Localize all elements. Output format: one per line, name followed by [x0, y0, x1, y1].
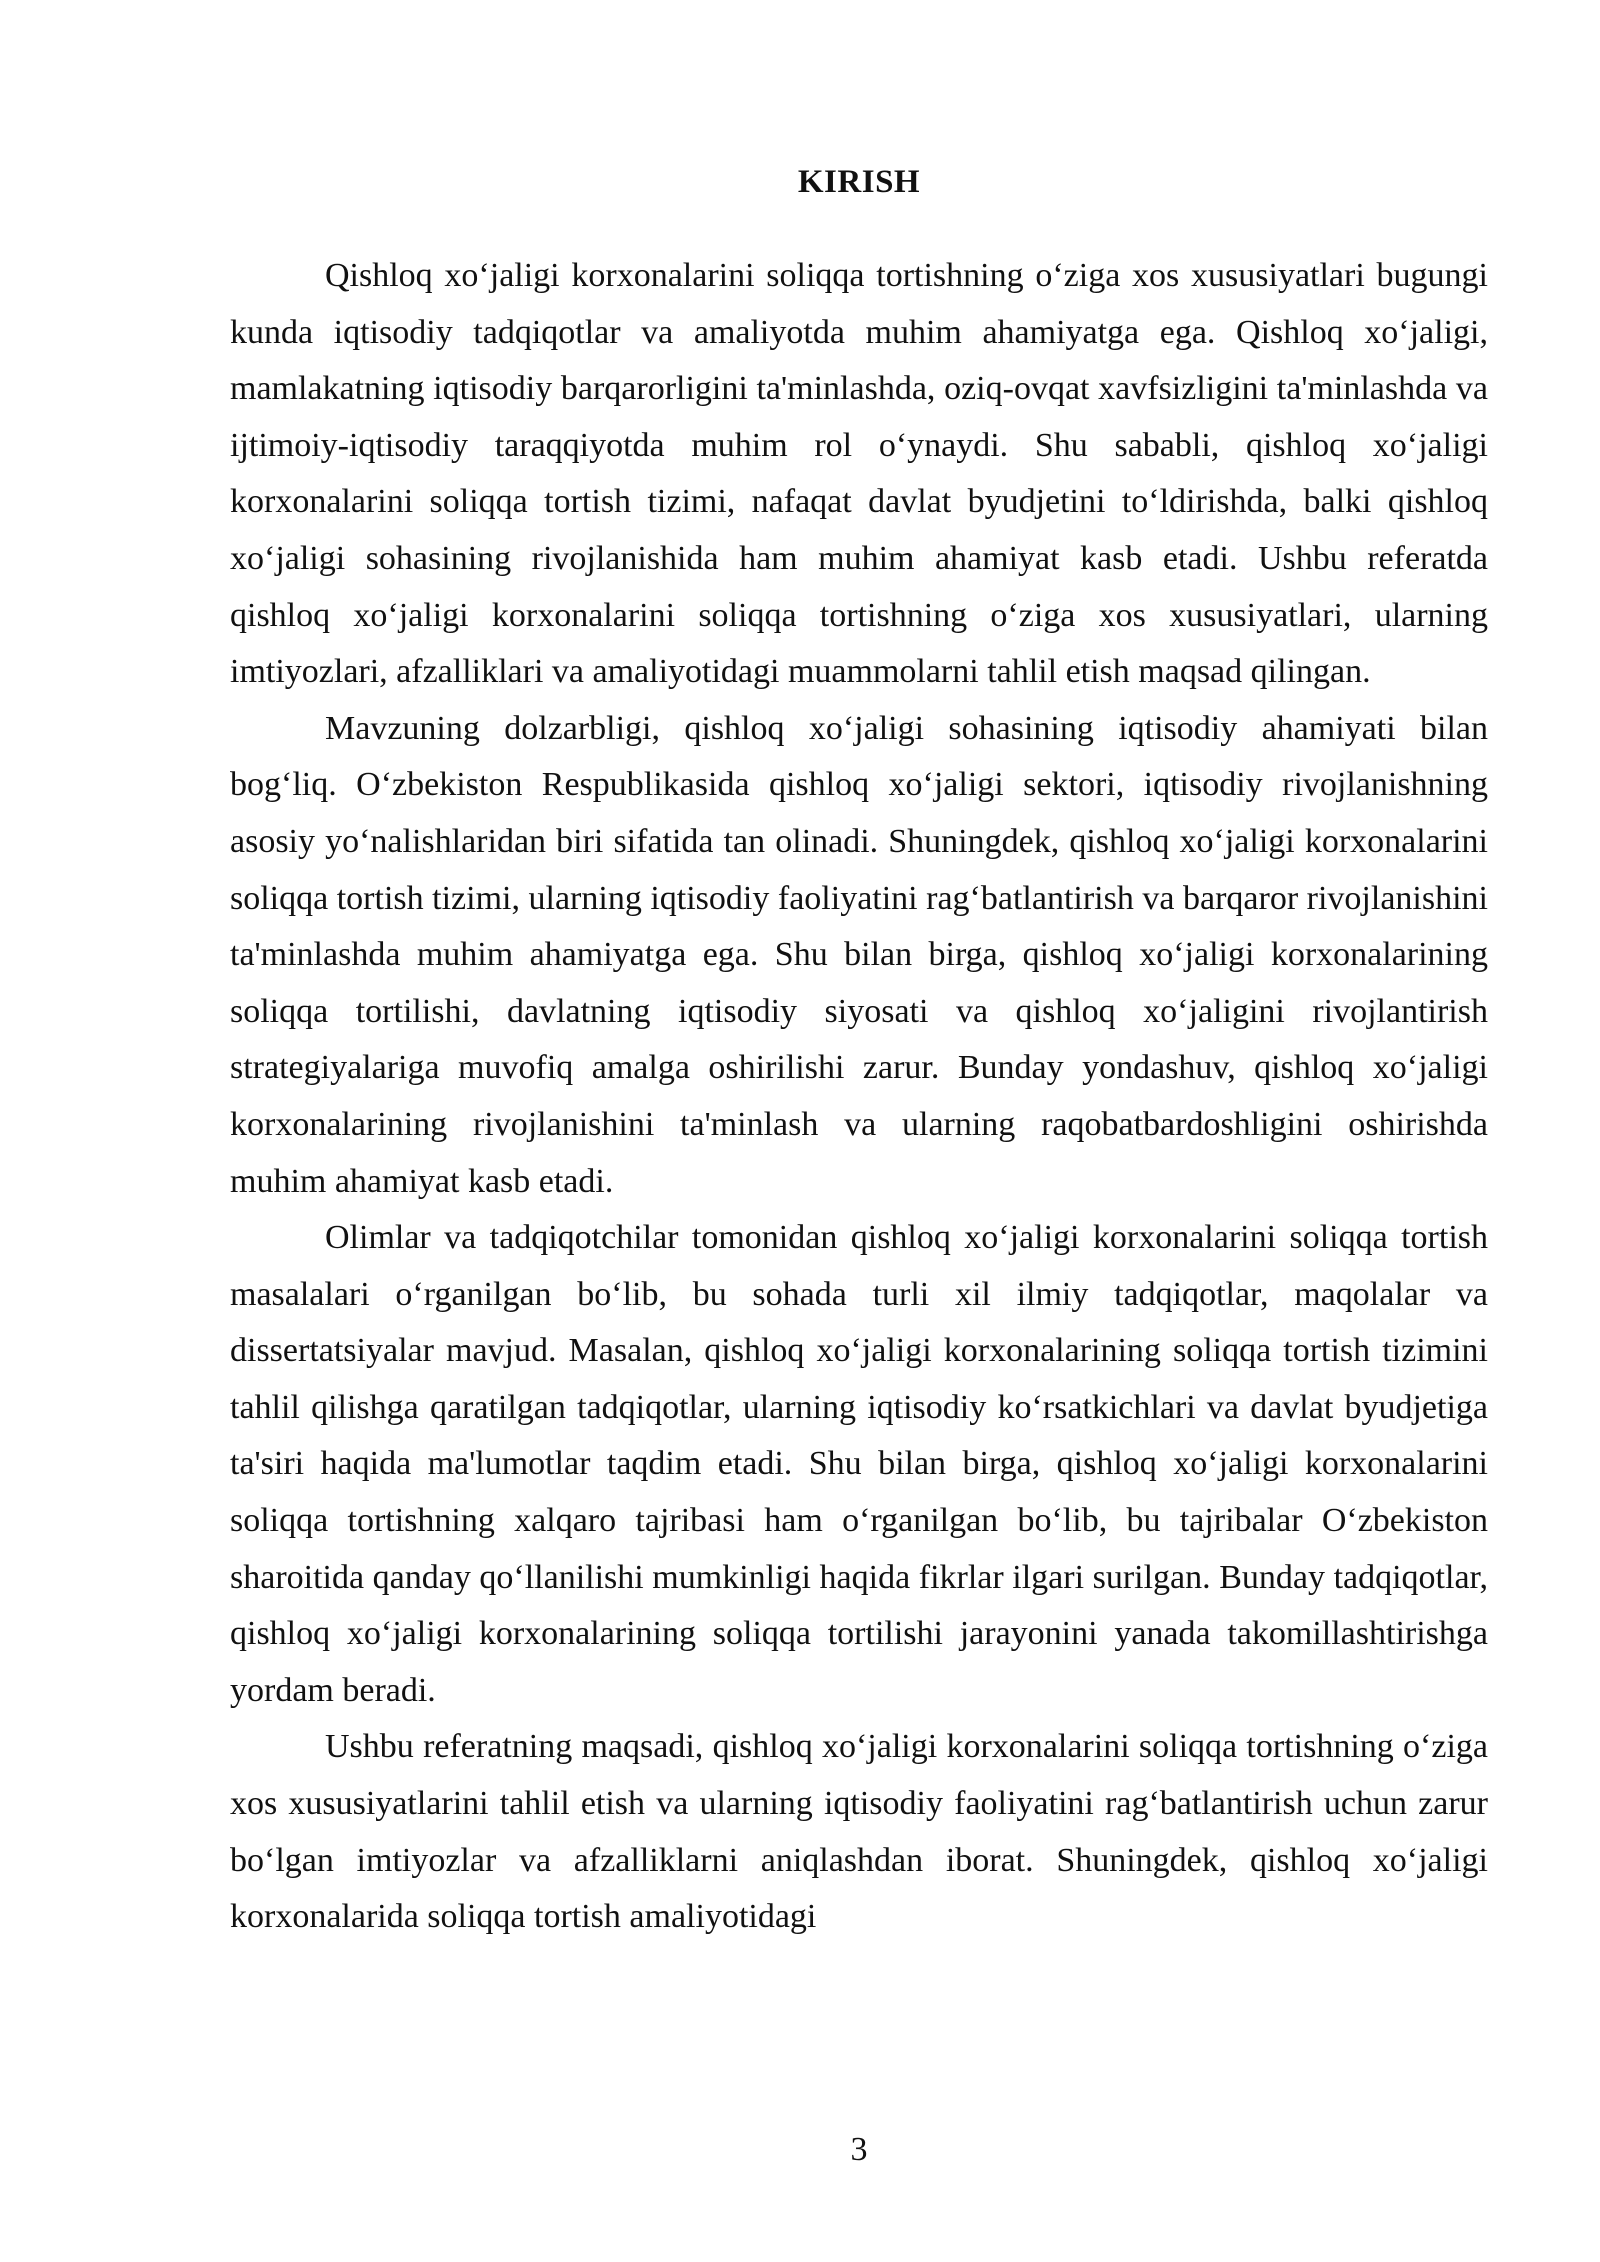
paragraph-4: Ushbu referatning maqsadi, qishloq xo‘jaligi korxonalarini soliqqa tortishning o‘ziga xos xususiyatlarini tahlil etish va ularning iqtisodiy faoliyatini rag‘batlantirish uchun zarur bo‘lgan imtiyozlar va afzalliklarni aniqlashdan iborat. Shuningdek, qishloq xo‘jaligi korxonalarida soliqqa tortish amaliyotidagi	[230, 1728, 1488, 1936]
paragraph-1: Qishloq xo‘jaligi korxonalarini soliqqa tortishning o‘ziga xos xususiyatlari bugungi kunda iqtisodiy tadqiqotlar va amaliyotda muhim ahamiyatga ega. Qishloq xo‘jaligi, mamlakatning iqtisodiy barqarorligini ta'minlashda, oziq-ovqat xavfsizligini ta'minlashda va ijtimoiy-iqtisodiy taraqqiyotda muhim rol o‘ynaydi. Shu sababli, qishloq xo‘jaligi korxonalarini soliqqa tortish tizimi, nafaqat davlat byudjetini to‘ldirishda, balki qishloq xo‘jaligi sohasining rivojlanishida ham muhim ahamiyat kasb etadi. Ushbu referatda qishloq xo‘jaligi korxonalarini soliqqa tortishning o‘ziga xos xususiyatlari, ularning imtiyozlari, afzalliklari va amaliyotidagi muammolarni tahlil etish maqsad qilingan.	[230, 257, 1488, 691]
paragraph-3: Olimlar va tadqiqotchilar tomonidan qishloq xo‘jaligi korxonalarini soliqqa tortish masalalari o‘rganilgan bo‘lib, bu sohada turli xil ilmiy tadqiqotlar, maqolalar va dissertatsiyalar mavjud. Masalan, qishloq xo‘jaligi korxonalarining soliqqa tortish tizimini tahlil qilishga qaratilgan tadqiqotlar, ularning iqtisodiy ko‘rsatkichlari va davlat byudjetiga ta'siri haqida ma'lumotlar taqdim etadi. Shu bilan birga, qishloq xo‘jaligi korxonalarini soliqqa tortishning xalqaro tajribasi ham o‘rganilgan bo‘lib, bu tajribalar O‘zbekiston sharoitida qanday qo‘llanilishi mumkinligi haqida fikrlar ilgari surilgan. Bunday tadqiqotlar, qishloq xo‘jaligi korxonalarining soliqqa tortilishi jarayonini yanada takomillashtirishga yordam beradi.	[230, 1219, 1488, 1709]
body-text	[230, 248, 1488, 1946]
page-number: 3	[850, 2131, 868, 2168]
section-heading: KIRISH	[797, 164, 921, 200]
paragraph-2: Mavzuning dolzarbligi, qishloq xo‘jaligi sohasining iqtisodiy ahamiyati bilan bog‘liq. O‘zbekiston Respublikasida qishloq xo‘jaligi sektori, iqtisodiy rivojlanishning asosiy yo‘nalishlaridan biri sifatida tan olinadi. Shuningdek, qishloq xo‘jaligi korxonalarini soliqqa tortish tizimi, ularning iqtisodiy faoliyatini rag‘batlantirish va barqaror rivojlanishini ta'minlashda muhim ahamiyatga ega. Shu bilan birga, qishloq xo‘jaligi korxonalarining soliqqa tortilishi, davlatning iqtisodiy siyosati va qishloq xo‘jaligini rivojlantirish strategiyalariga muvofiq amalga oshirilishi zarur. Bunday yondashuv, qishloq xo‘jaligi korxonalarining rivojlanishini ta'minlash va ularning raqobatbardoshligini oshirishda muhim ahamiyat kasb etadi.	[230, 709, 1488, 1200]
